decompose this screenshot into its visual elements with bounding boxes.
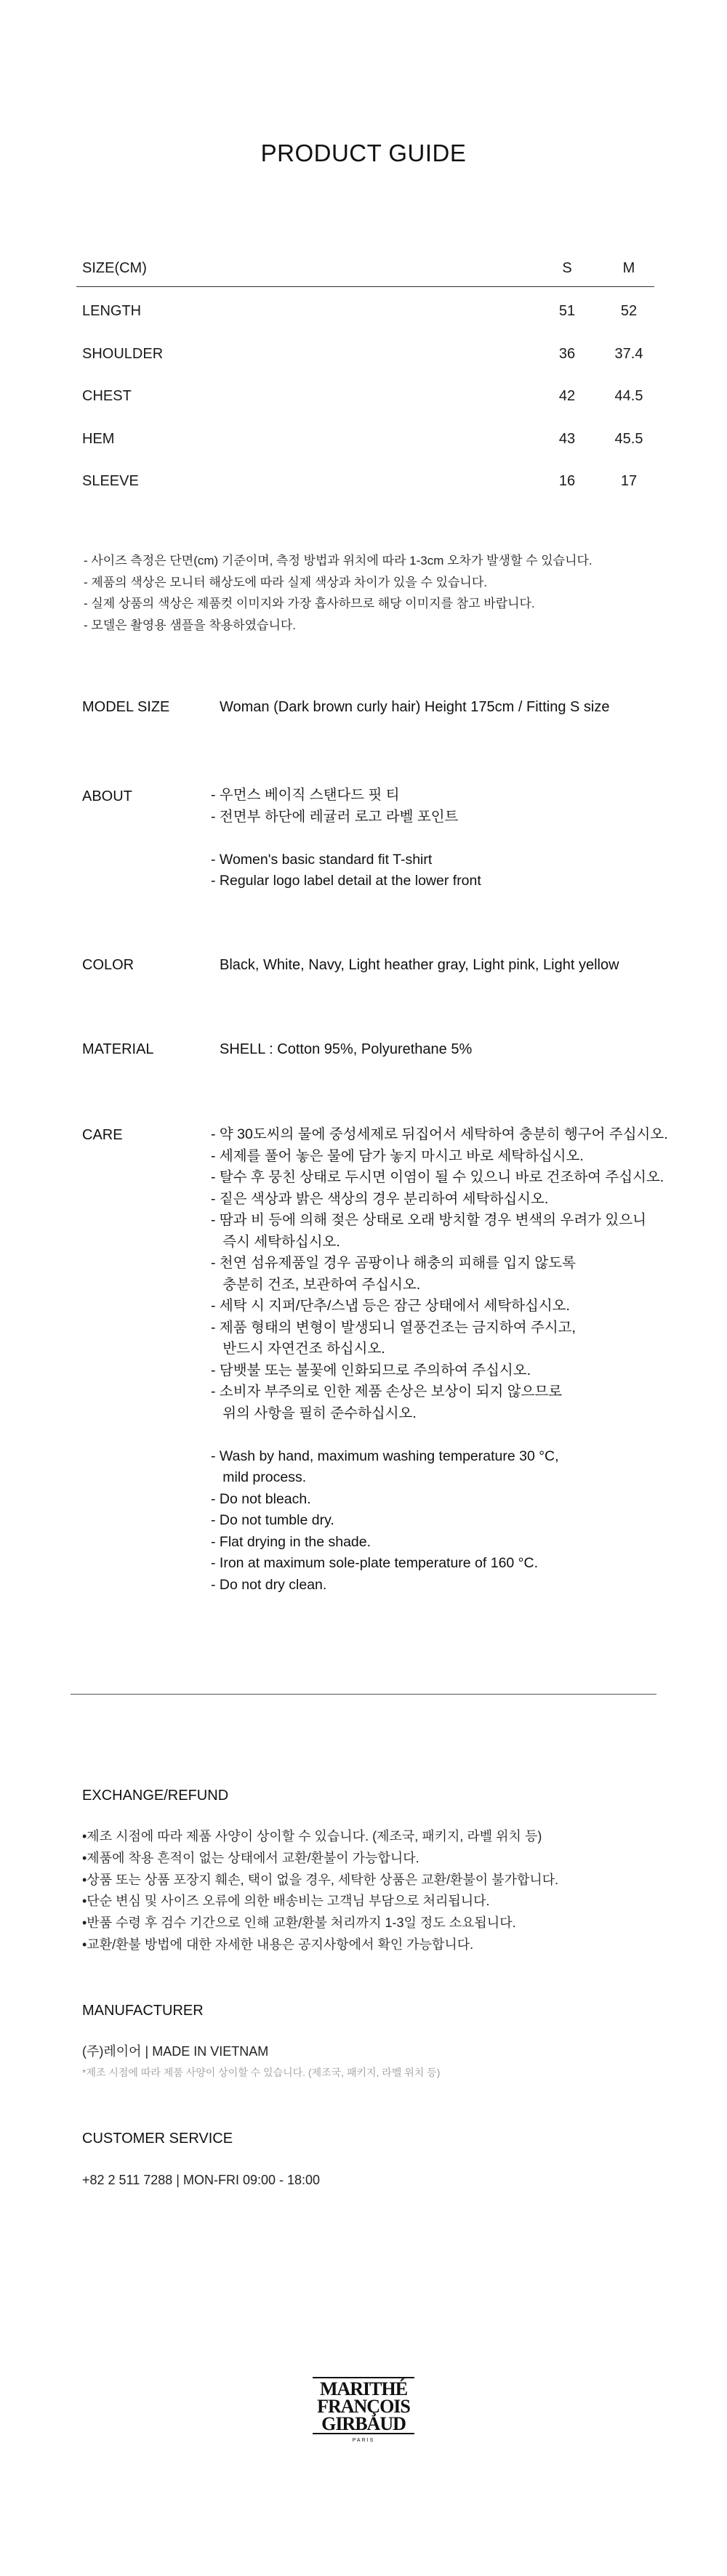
size-header-label: SIZE(CM) (82, 260, 147, 276)
note-line: - 사이즈 측정은 단면(cm) 기준이며, 측정 방법과 위치에 따라 1-3cm 오차가 발생할 수 있습니다. (84, 554, 593, 568)
logo-line-3: GIRBAUD (321, 2413, 406, 2434)
care-list (211, 1124, 668, 1596)
section-divider (71, 1694, 656, 1695)
manufacturer-value: (주)레이어 | MADE IN VIETNAM (82, 2044, 269, 2059)
color-label: COLOR (82, 957, 134, 973)
care-line: - 짙은 색상과 밝은 색상의 경우 분리하여 세탁하십시오. (211, 1190, 549, 1207)
size-table-header (76, 254, 654, 287)
about-line: - 전면부 하단에 레귤러 로고 라벨 포인트 (211, 808, 459, 825)
row-label: SHOULDER (82, 345, 164, 362)
care-line: - Flat drying in the shade. (211, 1533, 371, 1550)
exchange-line: •제품에 착용 흔적이 없는 상태에서 교환/환불이 가능합니다. (82, 1850, 419, 1865)
size-table (76, 254, 654, 500)
exchange-line: •제조 시점에 따라 제품 사양이 상이할 수 있습니다. (제조국, 패키지, 라벨 위치 등) (82, 1829, 542, 1844)
row-value-s: 43 (558, 430, 576, 447)
exchange-line: •단순 변심 및 사이즈 오류에 의한 배송비는 고객님 부담으로 처리됩니다. (82, 1894, 490, 1909)
logo-line-2: FRANÇOIS (317, 2396, 410, 2417)
size-notes (84, 550, 593, 636)
row-value-m: 44.5 (614, 388, 643, 404)
care-line: - 세탁 시 지퍼/단추/스냅 등은 잠근 상태에서 세탁하십시오. (211, 1298, 570, 1314)
row-value-m: 45.5 (614, 430, 643, 447)
note-line: - 실제 상품의 색상은 제품컷 이미지와 가장 흡사하므로 해당 이미지를 참고 바랍니다. (84, 597, 535, 610)
care-line: mild process. (211, 1469, 307, 1485)
about-label: ABOUT (82, 788, 132, 804)
care-line: - Wash by hand, maximum washing temperature 30 °C, (211, 1448, 559, 1464)
row-value-m: 52 (620, 303, 638, 319)
note-line: - 모델은 촬영용 샘플을 착용하였습니다. (84, 618, 297, 632)
table-row (76, 287, 654, 330)
row-value-s: 51 (558, 303, 576, 319)
row-label: LENGTH (82, 303, 142, 319)
logo-line-1: MARITHÉ (319, 2378, 408, 2399)
logo-line-4: PARIS (352, 2438, 375, 2443)
care-line: - 제품 형태의 변형이 발생되니 열풍건조는 금지하여 주시고, (211, 1319, 576, 1336)
row-label: HEM (82, 430, 115, 447)
table-row (76, 457, 654, 500)
row-value-s: 36 (558, 345, 576, 362)
about-list (211, 785, 481, 892)
row-value-s: 42 (558, 388, 576, 404)
exchange-line: •교환/환불 방법에 대한 자세한 내용은 공지사항에서 확인 가능합니다. (82, 1937, 474, 1952)
care-label: CARE (82, 1127, 123, 1143)
note-line: - 제품의 색상은 모니터 해상도에 따라 실제 색상과 차이가 있을 수 있습니다. (84, 575, 487, 589)
exchange-title: EXCHANGE/REFUND (82, 1788, 229, 1804)
row-value-s: 16 (558, 473, 576, 489)
care-line: - 땀과 비 등에 의해 젖은 상태로 오래 방치할 경우 변색의 우려가 있으니 (211, 1212, 646, 1228)
care-line: - Iron at maximum sole-plate temperature of 160 °C. (211, 1555, 538, 1571)
exchange-line: •상품 또는 상품 포장지 훼손, 택이 없을 경우, 세탁한 상품은 교환/환불이 불가합니다. (82, 1872, 559, 1887)
manufacturer-note: *제조 시점에 따라 제품 사양이 상이할 수 있습니다. (제조국, 패키지, 라벨 위치 등) (82, 2067, 441, 2078)
care-line: - 세제를 풀어 놓은 물에 담가 놓지 마시고 바로 세탁하십시오. (211, 1147, 584, 1164)
row-label: CHEST (82, 388, 132, 404)
size-header-s: S (562, 260, 572, 276)
row-label: SLEEVE (82, 473, 139, 489)
care-line: 충분히 건조, 보관하여 주십시오. (211, 1276, 421, 1293)
care-line: - 약 30도씨의 물에 중성세제로 뒤집어서 세탁하여 충분히 헹구어 주십시오. (211, 1126, 668, 1142)
material-label: MATERIAL (82, 1041, 154, 1057)
material-value: SHELL : Cotton 95%, Polyurethane 5% (220, 1041, 473, 1057)
care-line: - 담뱃불 또는 불꽃에 인화되므로 주의하여 주십시오. (211, 1362, 531, 1378)
care-line: - Do not bleach. (211, 1490, 311, 1507)
care-line: 즉시 세탁하십시오. (211, 1233, 340, 1250)
exchange-line: •반품 수령 후 검수 기간으로 인해 교환/환불 처리까지 1-3일 정도 소요됩니다. (82, 1915, 516, 1931)
about-line (211, 828, 481, 849)
care-line: 반드시 자연건조 하십시오. (211, 1341, 385, 1357)
care-line: - Do not tumble dry. (211, 1512, 334, 1528)
size-header-m: M (622, 260, 635, 276)
about-line: - Regular logo label detail at the lower front (211, 873, 481, 889)
care-line: - 탈수 후 뭉친 상태로 두시면 이염이 될 수 있으니 바로 건조하여 주십시오. (211, 1169, 664, 1185)
color-value: Black, White, Navy, Light heather gray, Light pink, Light yellow (220, 957, 619, 973)
model-size-label: MODEL SIZE (82, 699, 170, 715)
manufacturer-title: MANUFACTURER (82, 2003, 204, 2019)
table-row (76, 372, 654, 415)
page-title: PRODUCT GUIDE (260, 140, 467, 166)
customer-service-title: CUSTOMER SERVICE (82, 2131, 233, 2147)
brand-logo-mark (305, 2375, 422, 2447)
brand-logo (305, 2375, 422, 2447)
row-value-m: 17 (620, 473, 638, 489)
table-row (76, 330, 654, 373)
care-line (211, 1424, 668, 1446)
customer-service-value: +82 2 511 7288 | MON-FRI 09:00 - 18:00 (82, 2173, 321, 2187)
care-line: - 소비자 부주의로 인한 제품 손상은 보상이 되지 않으므로 (211, 1384, 563, 1400)
care-line: - 천연 섬유제품일 경우 곰팡이나 해충의 피해를 입지 않도록 (211, 1255, 576, 1271)
care-line: - Do not dry clean. (211, 1576, 327, 1593)
about-line: - 우먼스 베이직 스탠다드 핏 티 (211, 787, 400, 803)
about-line: - Women's basic standard fit T-shirt (211, 851, 433, 868)
table-row (76, 415, 654, 458)
care-line: 위의 사항을 필히 준수하십시오. (211, 1405, 417, 1421)
exchange-list (82, 1826, 558, 1956)
model-size-value: Woman (Dark brown curly hair) Height 175cm / Fitting S size (220, 699, 610, 715)
row-value-m: 37.4 (614, 345, 643, 362)
